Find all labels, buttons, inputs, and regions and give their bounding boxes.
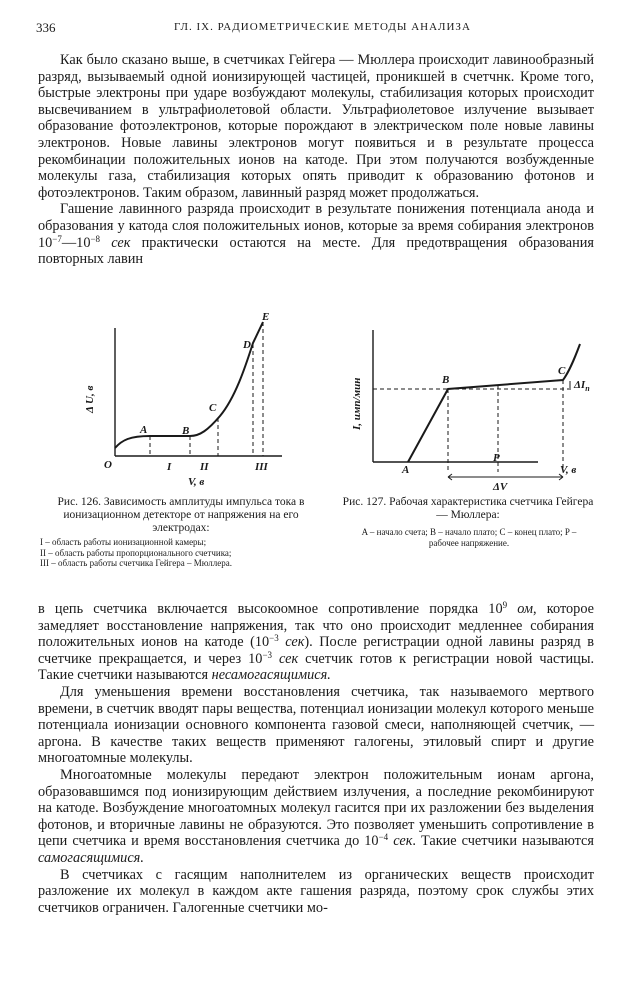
page-number: 336 — [36, 20, 56, 35]
region-i: I — [167, 461, 172, 473]
point-c: C — [558, 365, 566, 377]
x-axis-label: V, в — [188, 476, 205, 488]
figure-127-caption: Рис. 127. Рабочая характеристика счетчика Гейгера — Мюллера: — [342, 496, 594, 522]
point-a: A — [140, 424, 148, 436]
paragraph-polyatomic: Многоатомные молекулы передают электрон положительным ионам аргона, образовавшимся под ионизирующим действием излучения, а последние рекомбинируют на катоде. Возбуждение многоатомных молекул гасится при их разложении без выделения фотонов, и вторичные лавины не образуются. Это позволяет уменьшить сопротивление в цепи счетчика и время восстановления счетчика до $10^{-4}$ сек. Такие счетчики называются самогасящимися. — [38, 766, 594, 866]
point-b: B — [442, 374, 450, 386]
figure-127-legend: A – начало счета; B – начало плато; C – конец плато; P – рабочее напряжение. — [361, 527, 577, 548]
bottom-text — [38, 601, 594, 916]
origin-label: O — [104, 459, 112, 471]
point-e: E — [262, 311, 270, 323]
figure-126-caption: Рис. 126. Зависимость амплитуды импульса тока в ионизационном детекторе от напряжения на его электродах: — [57, 496, 305, 535]
x-axis-label: V, в — [560, 464, 577, 476]
paragraph-organic: В счетчиках с гасящим наполнителем из органических веществ происходит разложение их молекул в каждом акте гашения разряда, поэтому срок службы этих счетчиков ограничен. Галогенные счетчики мо- — [38, 866, 594, 916]
paragraph-resistance: в цепь счетчика включается высокоомное сопротивление порядка $10^9$ ом, которое замедляет восстановление напряжения, так что оно происходит медленнее собирания положительных ионов на катоде ($10^{-3}$ сек). После регистрации одной лавины разряд в счетчике прекращается, и через $10^{-3}$ сек счетчик готов к регистрации новой частицы. Такие счетчики называются несамогасящимися. — [38, 600, 595, 684]
paragraph-dead-time: Для уменьшения времени восстановления счетчика, так называемого мертвого времени, в счетчик вводят пары вещества, потенциал ионизации молекул которого меньше потенциала ионизации основного компонента газовой смеси, наполняющей счетчик, — аргона. В качестве таких веществ применяют галогены, этиловый спирт и другие многоатомные молекулы. — [38, 683, 594, 767]
delta-i-label: $\Delta I_n$ — [574, 379, 590, 393]
top-text — [38, 52, 594, 268]
y-axis-label: Δ U, в — [84, 385, 96, 413]
y-axis-label: I, имп/мин — [351, 377, 363, 430]
figure-126 — [70, 308, 300, 493]
figure-127 — [338, 322, 593, 492]
point-b: B — [182, 425, 190, 437]
counting-curve — [408, 344, 580, 462]
point-c: C — [209, 402, 217, 414]
point-p: P — [493, 452, 500, 464]
region-iii: III — [255, 461, 268, 473]
delta-v-label: ΔV — [493, 481, 508, 492]
point-d: D — [243, 339, 251, 351]
paragraph-avalanche: Как было сказано выше, в счетчиках Гейгера — Мюллера происходит лавинообразный разряд, вызываемый одной ионизирующей частицей, проникшей в счетчнк. Кроме того, быстрые электроны при ударе возбуждают молекулы, стабилизация которых происходит высвечиванием в ультрафиолетовой области. Ультрафиолетовое излучение вызывает образование фотоэлектронов, которые порождают в электрическом поле новые лавины электронов. Новые лавины электронов могут появиться и в результате процесса рекомбинации положительных ионов на катоде. При этом получаются возбужденные молекулы газа, стабилизация которых опять приводит к образованию фотонов и фотоэлектронов. Таким образом, лавинный разряд может продолжаться. — [38, 52, 594, 201]
paragraph-quenching: Гашение лавинного разряда происходит в результате понижения потенциала анода и образования у катода слоя положительных ионов, которые за время собирания электронов $10^{-7}—10^{-8}$ сек практически остаются на месте. Для предотвращения образования повторных лавин — [38, 201, 594, 268]
chapter-title: ГЛ. IX. РАДИОМЕТРИЧЕСКИЕ МЕТОДЫ АНАЛИЗА — [174, 21, 471, 33]
figure-126-legend: I – область работы ионизационной камеры; II – область работы пропорционального счетчика; III – область работы счетчика Гейгера – Мюллера. — [40, 537, 233, 568]
point-a: A — [402, 464, 410, 476]
region-ii: II — [200, 461, 209, 473]
running-header — [26, 20, 599, 36]
